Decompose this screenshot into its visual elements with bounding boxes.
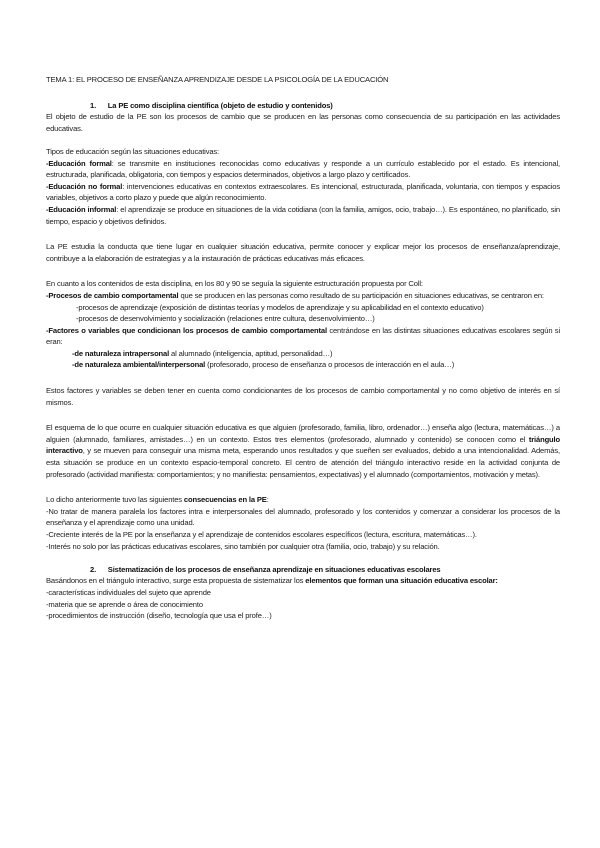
list-item: -características individuales del sujeto que aprende [46,587,211,597]
contents-intro: En cuanto a los contenidos de esta disciplina, en los 80 y 90 se seguía la siguiente estructuración propuesta por Coll: [46,279,423,289]
triangle-paragraph: El esquema de lo que ocurre en cualquier situación educativa es que alguien (profesorado, familia, libro, ordenador…) enseña algo (lectura, matemáticas…) a alguien (alumnado, familiares, amistades…) en un contexto. Estos tres elementos (profesorado, alumnado y contenido) se conocen como el triángulo interactivo, y se mueven para conseguir una misma meta, esperando unos resultados y que sueñen ser evaluados, debido a una intencionalidad. Además, esta situación se produce en un contexto espacio-temporal concreto. El centro de atención del triángulo interactivo reside en la actividad conjunta de profesorado (actividad manifiesta: comportamientos; y no manifiesta: pensamientos, expectativas) y el alumnado (comportamientos, motivación y metas). [46,423,560,479]
consequences-intro: Lo dicho anteriormente tuvo las siguientes consecuencias en la PE: [46,495,269,505]
document-page [46,74,560,622]
list-item: -procesos de aprendizaje (exposición de distintas teorías y modelos de aprendizaje y su aplicabilidad en el contexto educativo) [76,302,484,312]
section-1-heading: 1. La PE como disciplina científica (objeto de estudio y contenidos) [90,100,333,110]
list-item: -procesos de desenvolvimiento y socialización (relaciones entre cultura, desenvolvimiento…) [76,314,375,324]
nonformal-education-paragraph: -Educación no formal: intervenciones educativas en contextos extraescolares. Es intencional, estructurada, planificada, voluntaria, con tiempos y espacios variables, objetivos a corto plazo y puede que algún reconocimiento. [46,181,560,203]
types-intro: Tipos de educación según las situaciones educativas: [46,146,220,156]
list-item: -Creciente interés de la PE por la enseñanza y el aprendizaje de contenidos escolares específicos (lectura, escritura, matemáticas…). [46,530,477,539]
change-processes-paragraph: -Procesos de cambio comportamental que se producen en las personas como resultado de su participación en situaciones educativas, se centraron en: [46,290,544,300]
object-of-study-paragraph: El objeto de estudio de la PE son los procesos de cambio que se producen en las personas como consecuencia de su participación en las actividades educativas. [46,112,560,133]
list-item: -de naturaleza ambiental/interpersonal (profesorado, proceso de enseñanza o procesos de interacción en el aula…) [72,360,455,370]
list-item: -de naturaleza intrapersonal al alumnado (inteligencia, aptitud, personalidad…) [72,348,333,358]
factors-paragraph: -Factores o variables que condicionan los procesos de cambio comportamental centrándose en las distintas situaciones educativas escolares según si eran: [46,325,560,347]
formal-education-paragraph: -Educación formal: se transmite en instituciones reconocidas como educativas y responde a un currículo establecido por el estado. Es intencional, estructurada, planificada, obligatoria, con tiempos y espacios determinados, objetivos a largo plazo y certificados. [46,158,560,180]
factors-note-paragraph: Estos factores y variables se deben tener en cuenta como condicionantes de los procesos de cambio comportamental y no como objetivo de interés en sí mismos. [46,386,560,407]
section-2-heading: 2. Sistematización de los procesos de enseñanza aprendizaje en situaciones educativas escolares [90,564,441,574]
list-item: -materia que se aprende o área de conocimiento [46,599,203,609]
list-item: -No tratar de manera paralela los factores intra e interpersonales del alumnado, profesorado y los contenidos y comenzar a considerar los procesos de la enseñanza y el aprendizaje como una unidad. [46,506,560,528]
pe-studies-paragraph: La PE estudia la conducta que tiene lugar en cualquier situación educativa, permite conocer y explicar mejor los procesos de enseñanza/aprendizaje, contribuye a la elaboración de estrategias y a la instauración de prácticas educativas más eficaces. [46,242,560,263]
section-2-intro: Basándonos en el triángulo interactivo, surge esta propuesta de sistematizar los elementos que forman una situación educativa escolar: [46,576,498,586]
document-title: TEMA 1: EL PROCESO DE ENSEÑANZA APRENDIZAJE DESDE LA PSICOLOGÍA DE LA EDUCACIÓN [46,75,389,84]
list-item: -procedimientos de instrucción (diseño, tecnología que usa el profe…) [46,611,272,621]
list-item: -Interés no solo por las prácticas educativas escolares, sino también por cualquier otra (familia, ocio, trabajo) y su relación. [46,541,440,551]
informal-education-paragraph: -Educación informal: el aprendizaje se produce en situaciones de la vida cotidiana (con la familia, amigos, ocio, trabajo…). Es espontáneo, no planificado, sin tiempo, espacio y objetivos definidos. [46,204,560,226]
